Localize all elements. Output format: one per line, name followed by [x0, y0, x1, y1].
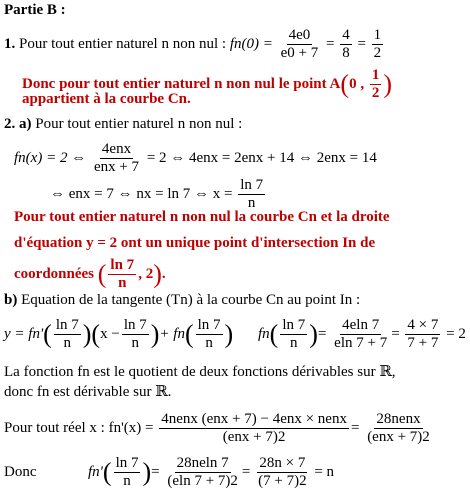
point-x: 0 , [349, 75, 365, 92]
question-2a [4, 117, 242, 132]
frac-num: 1 [373, 27, 382, 43]
frac-den: 2 [371, 85, 380, 101]
x-minus: x − [100, 325, 120, 342]
frac-num: 4e0 [288, 27, 311, 43]
frac-den: n [63, 335, 72, 351]
question-1-number: 1. [4, 35, 16, 52]
frac-num: 28nenx [376, 411, 421, 427]
f-at-ln7: fn( $\frac{\ln 7}{n}$ )= $\frac{4eln 7}{eln 7 + 7}$ = $\frac{4 \times 7}{7 + 7}$ = 2 [258, 317, 466, 351]
question-b [4, 293, 360, 308]
frac-num: ln 7 [110, 257, 135, 273]
frac-den: enx + 7 [93, 159, 140, 175]
frac-num: ln 7 [240, 177, 264, 193]
equation-solve-line-2 [50, 178, 267, 211]
frac-num: 28neln 7 [176, 455, 229, 471]
frac-den: n [123, 473, 131, 489]
f-lhs: fn [258, 325, 270, 342]
fprime-frac-2 [256, 456, 308, 489]
question-b-number: b) [4, 292, 18, 308]
frac-den: eln 7 + 7 [334, 335, 388, 351]
conclusion-2-line-1: Pour tout entier naturel n non nul la courbe Cn et la droite [14, 209, 390, 225]
frac-num: 4 × 7 [407, 317, 439, 333]
derivative-value: Donc fn'( $\frac{\ln 7}{n}$ )= $\frac{28neln 7}{(eln 7 + 7)2}$ = $\frac{28n \times 7}{(7 + 7)2}$ = n [4, 455, 335, 489]
frac-den: e0 + 7 [280, 45, 319, 61]
donc-label: Donc [4, 463, 37, 480]
equation-chain: = 2 ⇔ 4enx = 2enx + 14 ⇔ 2enx = 14 [146, 149, 377, 166]
equals: = [357, 35, 366, 52]
derivative-lhs: Pour tout réel x : fn'(x) = [4, 419, 154, 436]
derivative-frac-2 [365, 412, 432, 445]
coords-tail: , 2 [138, 265, 154, 282]
tangent-lhs: y = fn' [4, 325, 44, 342]
f-value-frac-1 [332, 318, 389, 351]
fraction-4enx [92, 142, 141, 175]
frac-den: (eln 7 + 7)2 [167, 473, 238, 489]
question-2a-number: 2. a) [4, 116, 32, 132]
question-1-lhs: fn(0) = [229, 35, 273, 52]
frac-num: ln 7 [123, 317, 147, 333]
derivative-line-2: donc fn est dérivable sur ℝ. [4, 384, 172, 400]
conclusion-2-line-2: d'équation y = 2 ont un unique point d'intersection In de [14, 235, 376, 251]
fprime-frac-1 [165, 456, 240, 489]
fraction-1-2 [372, 28, 384, 61]
equation-chain-2: ⇔ enx = 7 ⇔ nx = ln 7 ⇔ x = [50, 185, 233, 202]
conclusion-1-line-2: appartient à la courbe Cn. [22, 91, 191, 107]
frac-num: 4 [342, 27, 350, 43]
lhs: fn(x) = 2 ⇔ [14, 149, 87, 166]
f-result: = 2 [446, 325, 466, 342]
frac-num: 4eln 7 [342, 317, 380, 333]
derivative-formula: Pour tout réel x : fn'(x) = 4nenx (enx + 7) − 4enx × nenx (enx + 7)2 = 28nenx (enx + 7)2 [4, 411, 430, 445]
equation-solve-line-1 [14, 142, 377, 175]
conclusion-1-line-1: Donc pour tout entier naturel n non nul le point A(0 , $\frac{1}{2}$ ) [22, 67, 392, 101]
frac-den: n [247, 195, 256, 211]
equals: = [325, 35, 335, 52]
section-title: Partie B : [4, 2, 66, 18]
fprime-result: = n [314, 463, 335, 480]
frac-den: (enx + 7)2 [222, 429, 286, 445]
question-b-text: Equation de la tangente (Tn) à la courbe Cn au point In : [21, 292, 361, 308]
plus-f: + fn [159, 325, 185, 342]
question-1 [4, 28, 385, 61]
frac-num: ln 7 [282, 317, 306, 333]
derivative-line-1: La fonction fn est le quotient de deux fonctions dérivables sur ℝ, [4, 364, 396, 380]
frac-den: 2 [373, 45, 382, 61]
frac-den: n [118, 275, 127, 291]
tangent-equation: y = fn'( $\frac{\ln 7}{n}$ )(x − $\frac{\ln 7}{n}$ )+ fn( $\frac{\ln 7}{n}$ ) [4, 317, 234, 351]
frac-num: 28n × 7 [259, 455, 306, 471]
frac-den: n [290, 335, 298, 351]
frac-den: (7 + 7)2 [258, 473, 307, 489]
coords-fraction [108, 258, 136, 291]
frac-num: 1 [371, 67, 380, 83]
derivative-frac-1 [159, 412, 349, 445]
question-2a-text: Pour tout entier naturel n non nul : [35, 116, 243, 132]
fraction-4e0 [279, 28, 321, 61]
frac-num: 4nenx (enx + 7) − 4enx × nenx [161, 411, 347, 427]
fraction-ln7-n [238, 178, 265, 211]
f-arg-frac [280, 318, 307, 351]
frac-num: 4enx [101, 141, 132, 157]
frac-num: ln 7 [55, 317, 79, 333]
point-y-fraction [370, 68, 382, 101]
frac-den: 8 [342, 45, 350, 61]
conclusion-2-line-3: coordonnées ( $\frac{\ln 7}{n}$ , 2). [14, 257, 166, 291]
tangent-frac-2 [122, 318, 149, 351]
conclusion-text: Donc pour tout entier naturel n non nul le point A [22, 75, 341, 92]
f-value-frac-2 [405, 318, 440, 351]
tangent-frac-3 [196, 318, 223, 351]
frac-den: n [131, 335, 140, 351]
fprime-arg-frac [114, 456, 141, 489]
frac-den: (enx + 7)2 [367, 429, 430, 445]
fraction-4-8 [340, 28, 352, 61]
frac-den: n [205, 335, 213, 351]
coords-label: coordonnées [14, 265, 94, 282]
frac-num: ln 7 [197, 317, 221, 333]
tangent-frac-1 [54, 318, 81, 351]
frac-num: ln 7 [115, 455, 139, 471]
f-prime: fn' [88, 463, 103, 480]
question-1-text: Pour tout entier naturel n non nul : [19, 35, 227, 52]
frac-den: 7 + 7 [407, 335, 439, 351]
